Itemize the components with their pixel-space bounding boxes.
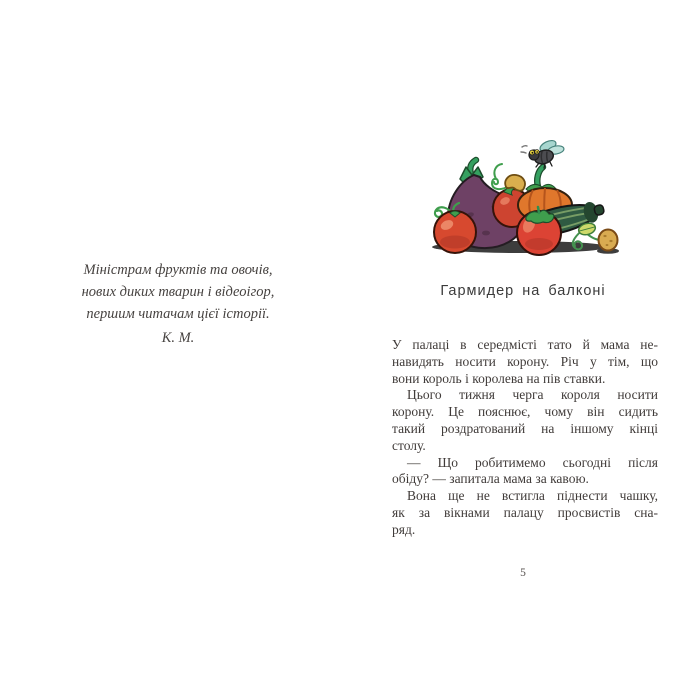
dedication	[40, 259, 316, 349]
body-line: У палаці в середмісті тато й мама не-	[392, 337, 658, 352]
body-line: Цього тижня черга короля носити	[407, 387, 658, 403]
body-line: корону. Це пояснює, чому він сидить	[392, 404, 658, 420]
body-line: навидять носити корону. Річ у тім, що	[392, 353, 658, 369]
body-line: ряд.	[392, 521, 416, 537]
body-line: обіду? — запитала мама за кавою.	[392, 471, 589, 487]
body-line: столу.	[392, 437, 426, 453]
body-line: такий роздратований на іншому кінці	[392, 420, 658, 436]
page-number: 5	[520, 567, 526, 579]
illustration-potato	[599, 230, 618, 251]
dedication-line: першим читачам цієї історії.	[86, 306, 270, 322]
dedication-line: Міністрам фруктів та овочів,	[83, 262, 273, 278]
illustration-bean	[492, 164, 525, 191]
body-text	[392, 337, 658, 539]
chapter-title: Гармидер на балконі	[440, 283, 606, 299]
illustration-fly	[521, 138, 565, 168]
dedication-signature: К. М.	[161, 330, 195, 346]
body-line: Вона ще не встигла піднести чашку,	[407, 488, 658, 504]
body-line: вони король і королева на пів ставки.	[392, 370, 606, 386]
body-line: як за вікнами палацу просвистів сна-	[392, 504, 658, 520]
body-line: — Що робитимемо сьогодні після	[407, 454, 658, 470]
vegetables-illustration	[426, 137, 622, 260]
dedication-line: нових диких тварин і відеоігор,	[81, 284, 275, 300]
